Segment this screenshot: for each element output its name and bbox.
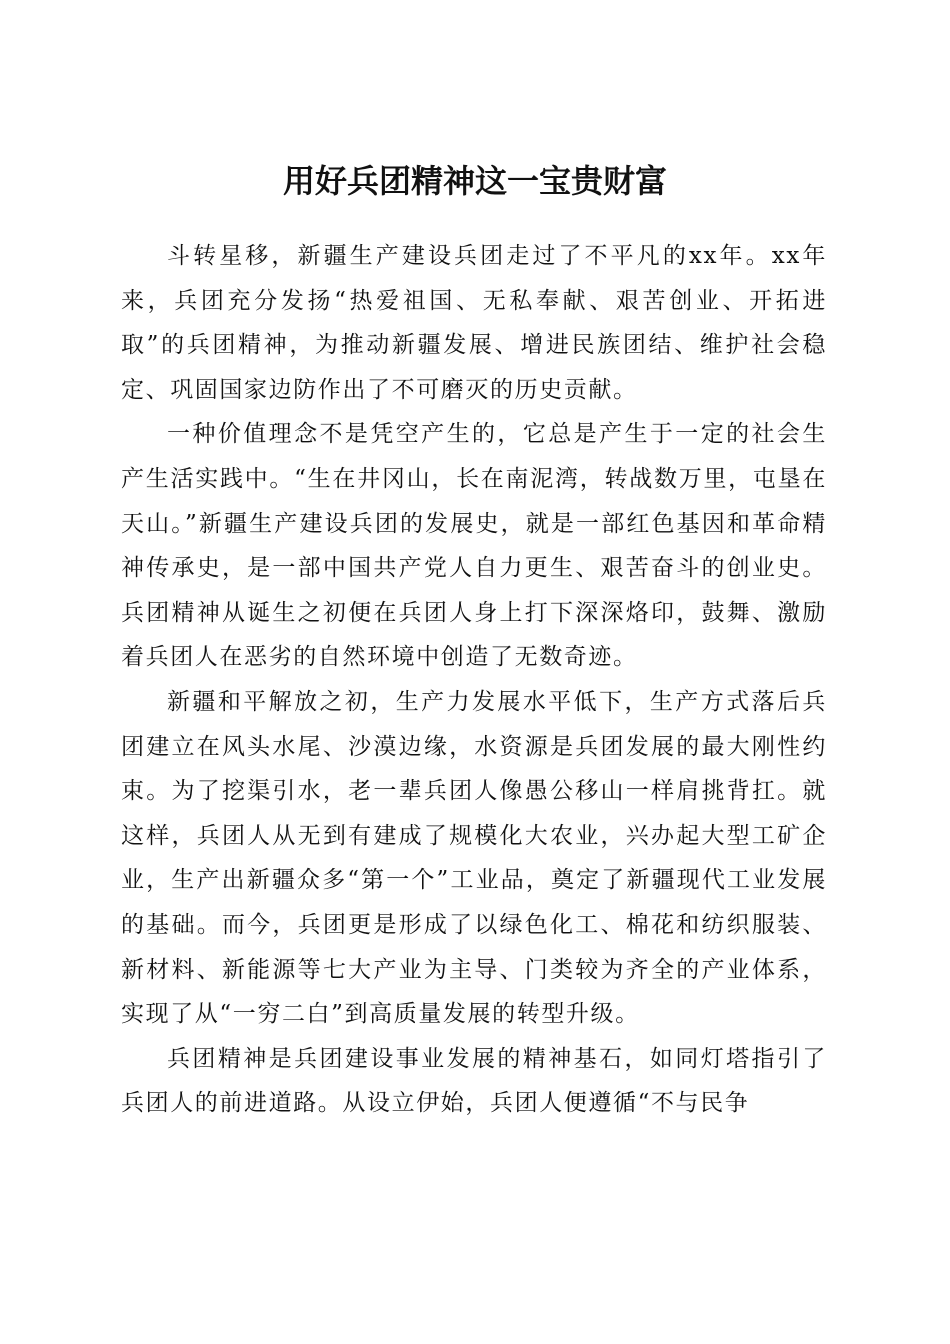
article-body: [121, 234, 827, 1126]
page-title: 用好兵团精神这一宝贵财富: [282, 162, 667, 201]
paragraph-1: 斗转星移，新疆生产建设兵团走过了不平凡的xx年。xx年来，兵团充分发扬“热爱祖国、无私奉献、艰苦创业、开拓进取”的兵团精神，为推动新疆发展、增进民族团结、维护社会稳定、巩固国家边防作出了不可磨灭的历史贡献。: [121, 243, 827, 403]
paragraph-3: 新疆和平解放之初，生产力发展水平低下，生产方式落后兵团建立在风头水尾、沙漠边缘，水资源是兵团发展的最大刚性约束。为了挖渠引水，老一辈兵团人像愚公移山一样肩挑背扛。就这样，兵团人从无到有建成了规模化大农业，兴办起大型工矿企业，生产出新疆众多“第一个”工业品，奠定了新疆现代工业发展的基础。而今，兵团更是形成了以绿色化工、棉花和纺织服装、新材料、新能源等七大产业为主导、门类较为齐全的产业体系，实现了从“一穷二白”到高质量发展的转型升级。: [121, 688, 827, 1028]
paragraph-2: 一种价值理念不是凭空产生的，它总是产生于一定的社会生产生活实践中。“生在井冈山，长在南泥湾，转战数万里，屯垦在天山。”新疆生产建设兵团的发展史，就是一部红色基因和革命精神传承史，是一部中国共产党人自力更生、艰苦奋斗的创业史。兵团精神从诞生之初便在兵团人身上打下深深烙印，鼓舞、激励着兵团人在恶劣的自然环境中创造了无数奇迹。: [121, 421, 827, 671]
paragraph-4: 兵团精神是兵团建设事业发展的精神基石，如同灯塔指引了兵团人的前进道路。从设立伊始，兵团人便遵循“不与民争: [121, 1045, 827, 1117]
